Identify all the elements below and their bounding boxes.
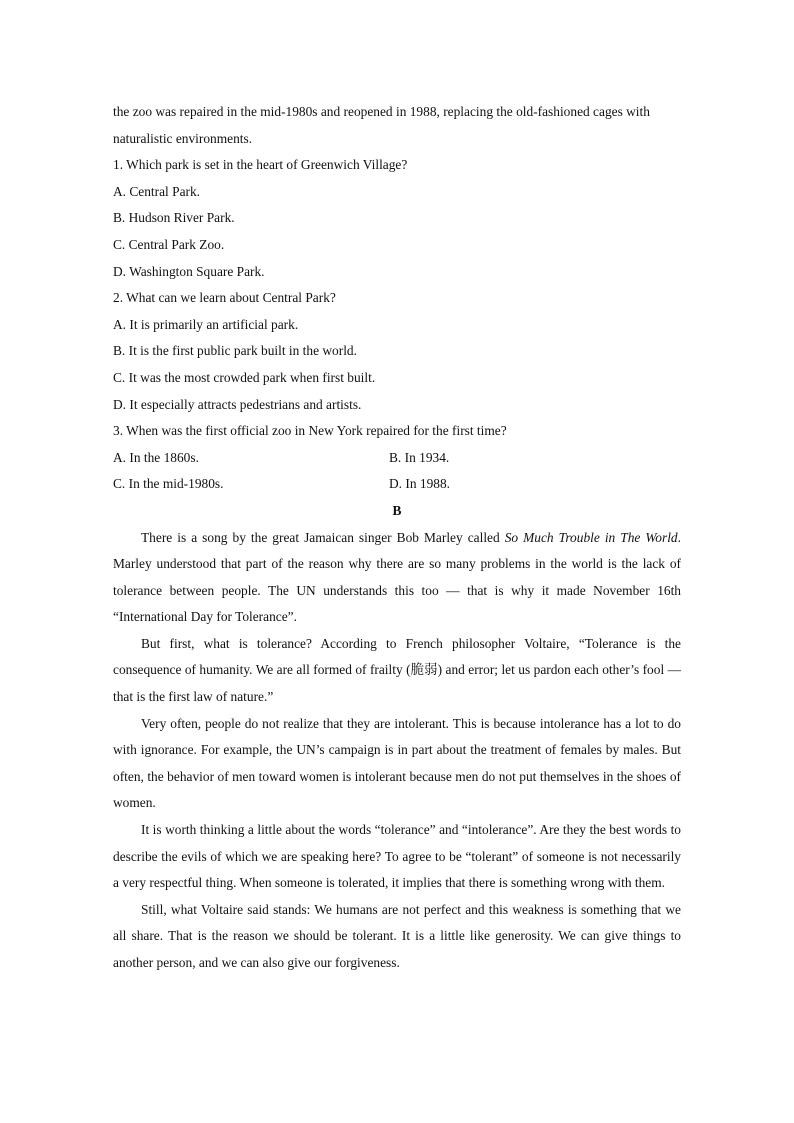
- song-title: So Much Trouble in The World: [504, 529, 678, 545]
- question-1-option-d: D. Washington Square Park.: [113, 263, 265, 279]
- question-1-option-b: B. Hudson River Park.: [113, 210, 235, 226]
- intro-line-2: naturalistic environments.: [113, 130, 253, 146]
- question-1-stem: 1. Which park is set in the heart of Greenwich Village?: [113, 157, 408, 173]
- question-3-options-row-1: [113, 445, 681, 472]
- question-1-option-c: C. Central Park Zoo.: [113, 236, 225, 252]
- question-2-option-b: B. It is the first public park built in the world.: [113, 343, 357, 359]
- paragraph-1-after-title: . Marley understood that part of the reason why there are so many problems in the world is the lack of tolerance between people. The UN understands this too — that is why it made November 16th “International Day for Tolerance”.: [113, 529, 681, 625]
- passage-paragraph-3: Very often, people do not realize that they are intolerant. This is because intolerance has a lot to do with ignorance. For example, the UN’s campaign is in part about the treatment of females by males. But often, the behavior of men toward women is intolerant because men do not put themselves in the shoes of women.: [113, 715, 681, 811]
- paragraph-1-before-title: There is a song by the great Jamaican singer Bob Marley called: [141, 529, 505, 545]
- question-2-option-c: C. It was the most crowded park when first built.: [113, 369, 376, 385]
- question-3-option-a: A. In the 1860s.: [113, 449, 199, 465]
- passage-paragraph-2: But first, what is tolerance? According to French philosopher Voltaire, “Tolerance is the consequence of humanity. We are all formed of frailty (脆弱) and error; let us pardon each other’s fool — that is the first law of nature.”: [113, 635, 681, 705]
- section-heading: B: [392, 502, 402, 518]
- question-2-option-a: A. It is primarily an artificial park.: [113, 316, 299, 332]
- question-2-stem: 2. What can we learn about Central Park?: [113, 290, 336, 306]
- passage-paragraph-5: Still, what Voltaire said stands: We humans are not perfect and this weakness is something that we all share. That is the reason we should be tolerant. It is a little like generosity. We can give things to another person, and we can also give our forgiveness.: [113, 901, 681, 970]
- question-2-option-d: D. It especially attracts pedestrians and artists.: [113, 396, 362, 412]
- question-3-options-row-2: [113, 471, 681, 498]
- question-3-option-c: C. In the mid-1980s.: [113, 476, 224, 492]
- passage-paragraph-1: [113, 525, 681, 631]
- question-3-option-d: D. In 1988.: [389, 476, 450, 492]
- question-1-option-a: A. Central Park.: [113, 183, 201, 199]
- passage-paragraph-4: It is worth thinking a little about the words “tolerance” and “intolerance”. Are they the best words to describe the evils of which we are speaking here? To agree to be “tolerant” of someone is not necessarily a very respectful thing. When someone is tolerated, it implies that there is something wrong with them.: [113, 822, 681, 891]
- question-3-stem: 3. When was the first official zoo in New York repaired for the first time?: [113, 423, 507, 439]
- question-3-option-b: B. In 1934.: [389, 449, 450, 465]
- document-content: [113, 99, 681, 977]
- intro-line-1: the zoo was repaired in the mid-1980s and reopened in 1988, replacing the old-fashioned cages with: [113, 104, 650, 119]
